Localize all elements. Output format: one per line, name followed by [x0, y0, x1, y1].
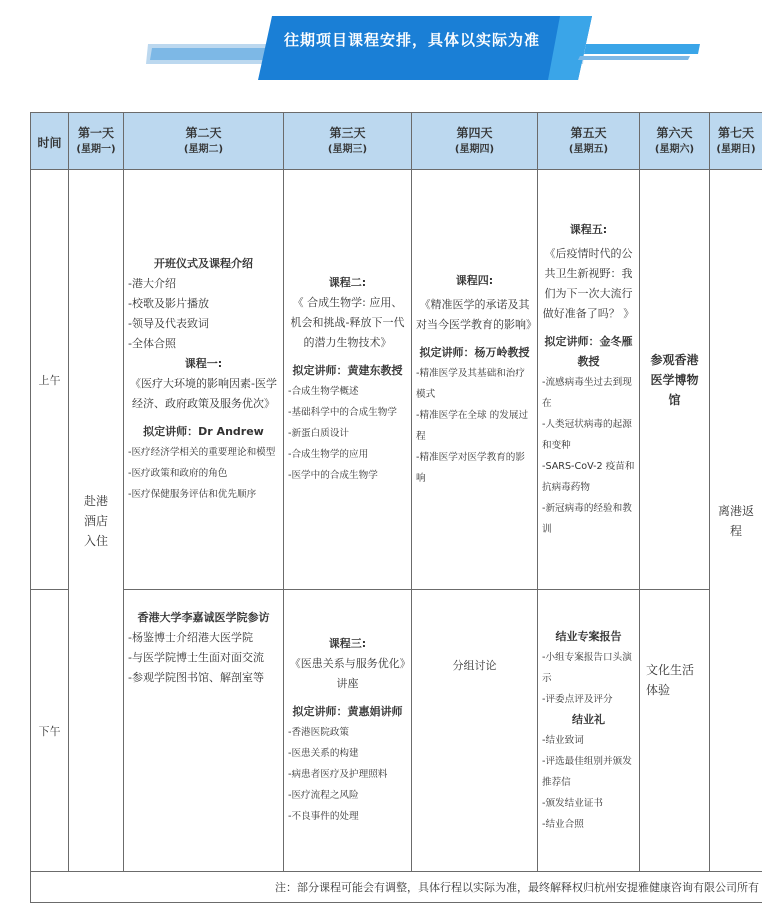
- day6-afternoon-cell: 文化生活体验: [640, 590, 710, 872]
- day-header-3: 第三天 (星期三): [284, 113, 412, 170]
- banner: [0, 0, 762, 100]
- day1-cell: 赴港 酒店 入住: [69, 170, 124, 872]
- day7-cell: 离港返程: [710, 170, 762, 872]
- day-header-2: 第二天 (星期二): [124, 113, 284, 170]
- header-row: [31, 113, 762, 170]
- day-header-7: 第七天 (星期日): [710, 113, 762, 170]
- day-header-1: 第一天 (星期一): [69, 113, 124, 170]
- banner-title: 往期项目课程安排，具体以实际为准: [283, 31, 540, 49]
- period-afternoon: 下午: [31, 590, 69, 872]
- time-header: 时间: [31, 113, 69, 170]
- schedule-table: [30, 112, 762, 872]
- day5-morning-cell: 课程五: 《后疫情时代的公共卫生新视野：我们为下一次大流行做好准备了吗？ 》 拟定讲师：金冬雁教授 -流感病毒坐过去到现在 -人类冠状病毒的起源和变种 -SARS-CoV-2 疫苗和抗病毒药物 -新冠病毒的经验和教训: [538, 170, 640, 590]
- morning-row: [31, 170, 762, 590]
- period-morning: 上午: [31, 170, 69, 590]
- day5-afternoon-cell: 结业专案报告 -小组专案报告口头演示 -评委点评及评分 结业礼 -结业致词 -评选最佳组别并颁发推荐信 -颁发结业证书 -结业合照: [538, 590, 640, 872]
- day-header-5: 第五天 (星期五): [538, 113, 640, 170]
- day2-morning-cell: 开班仪式及课程介绍 -港大介绍 -校歌及影片播放 -领导及代表致词 -全体合照 课程一: 《医疗大环境的影响因素-医学经济、政府政策及服务优次》 拟定讲师：Dr Andrew -医疗经济学相关的重要理论和模型 -医疗政策和政府的角色 -医疗保健服务评估和优先顺序: [124, 170, 284, 590]
- day3-afternoon-cell: 课程三: 《医患关系与服务优化》讲座 拟定讲师：黄惠娟讲师 -香港医院政策 -医患关系的构建 -病患者医疗及护理照料 -医疗流程之风险 -不良事件的处理: [284, 590, 412, 872]
- day-header-4: 第四天 (星期四): [412, 113, 538, 170]
- day4-morning-cell: 课程四: 《精准医学的承诺及其对当今医学教育的影响》 拟定讲师：杨万岭教授 -精准医学及其基础和治疗模式 -精准医学在全球 的发展过程 -精准医学对医学教育的影响: [412, 170, 538, 590]
- day2-afternoon-cell: 香港大学李嘉诚医学院参访 -杨鉴博士介绍港大医学院 -与医学院博士生面对面交流 -参观学院图书馆、解剖室等: [124, 590, 284, 872]
- day3-morning-cell: 课程二: 《 合成生物学: 应用、机会和挑战-释放下一代的潜力生物技术》 拟定讲师：黄建东教授 -合成生物学概述 -基础科学中的合成生物学 -新蛋白质设计 -合成生物学的应用 -医学中的合成生物学: [284, 170, 412, 590]
- afternoon-row: [31, 590, 762, 872]
- day4-afternoon-cell: 分组讨论: [412, 590, 538, 872]
- footnote-text: 注：部分课程可能会有调整，具体行程以实际为准，最终解释权归杭州安提雅健康咨询有限公司所有: [275, 881, 759, 894]
- footnote: [30, 872, 762, 903]
- day-header-6: 第六天 (星期六): [640, 113, 710, 170]
- day6-morning-cell: 参观香港医学博物馆: [640, 170, 710, 590]
